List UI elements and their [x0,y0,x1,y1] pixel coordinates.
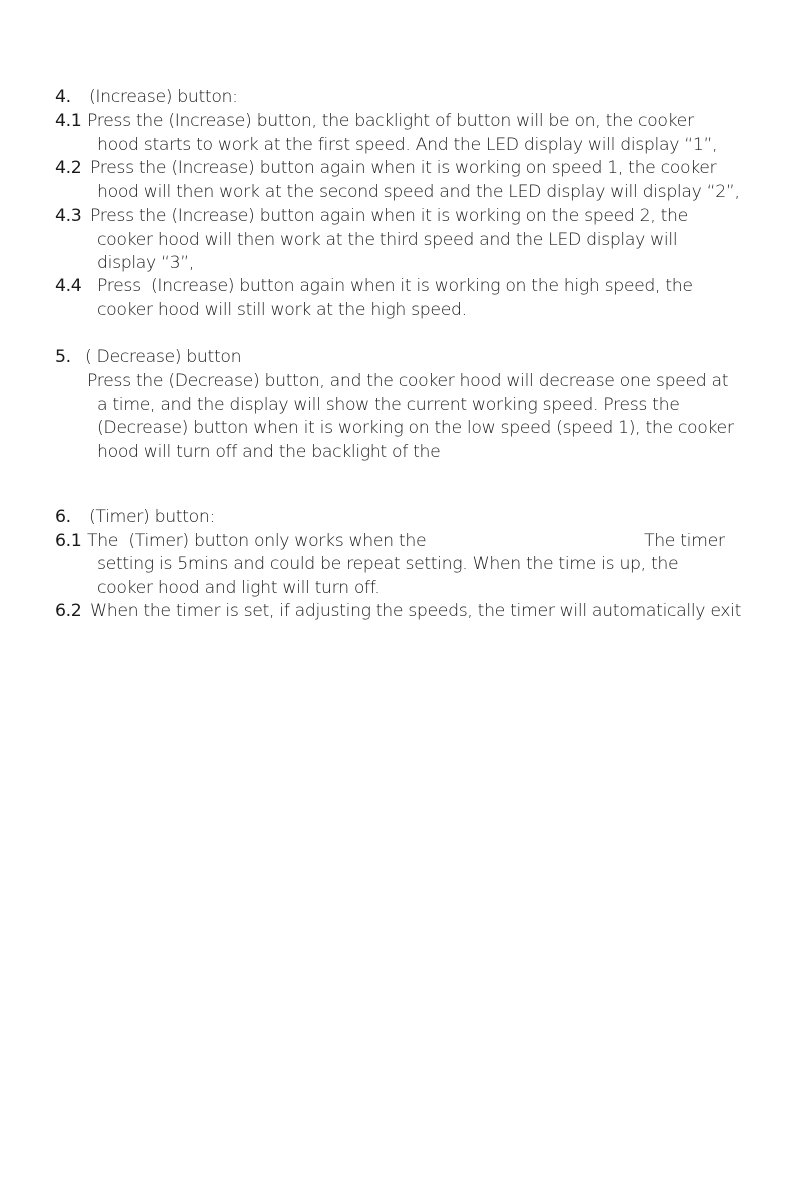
item-number: 4.3 [55,206,82,226]
paragraph-line: hood will turn off and the backlight of the [97,442,441,462]
item-text-line: cooker hood and light will turn off. [97,578,380,598]
item-text-line: Press the (Increase) button again when it is working on the speed 2, the [90,206,688,226]
item-text-line: When the timer is set, if adjusting the speeds, the timer will automatically exit [90,601,742,621]
item-text-line: Press the (Increase) button again when it is working on speed 1, the cooker [90,158,717,178]
item-text-line: The timer [644,531,725,551]
item-text-line: display “3”, [97,253,195,273]
item-text-line: cooker hood will still work at the high speed. [97,300,467,320]
item-number: 6.2 [55,601,82,621]
section-heading: (Timer) button: [89,507,215,527]
item-text-line: Press (Increase) button again when it is working on the high speed, the [97,276,693,296]
paragraph-line: (Decrease) button when it is working on the low speed (speed 1), the cooker [97,418,734,438]
item-number: 4.4 [55,276,82,296]
paragraph-line: a time, and the display will show the current working speed. Press the [97,395,680,415]
section-number: 5. [55,347,71,367]
paragraph-line: Press the (Decrease) button, and the cooker hood will decrease one speed at [87,371,729,391]
item-text-line: hood will then work at the second speed and the LED display will display “2”, [97,182,740,202]
section-number: 4. [55,87,71,107]
item-text-line: The (Timer) button only works when the [87,531,427,551]
item-number: 6.1 [55,531,82,551]
item-text-line: cooker hood will then work at the third speed and the LED display will [97,230,678,250]
section-number: 6. [55,507,71,527]
item-number: 4.2 [55,158,82,178]
section-heading: (Increase) button: [89,87,238,107]
item-text-line: setting is 5mins and could be repeat setting. When the time is up, the [97,554,679,574]
item-number: 4.1 [55,111,82,131]
section-heading: ( Decrease) button [85,347,242,367]
item-text-line: hood starts to work at the first speed. And the LED display will display “1”, [97,135,718,155]
item-text-line: Press the (Increase) button, the backlight of button will be on, the cooker [87,111,694,131]
